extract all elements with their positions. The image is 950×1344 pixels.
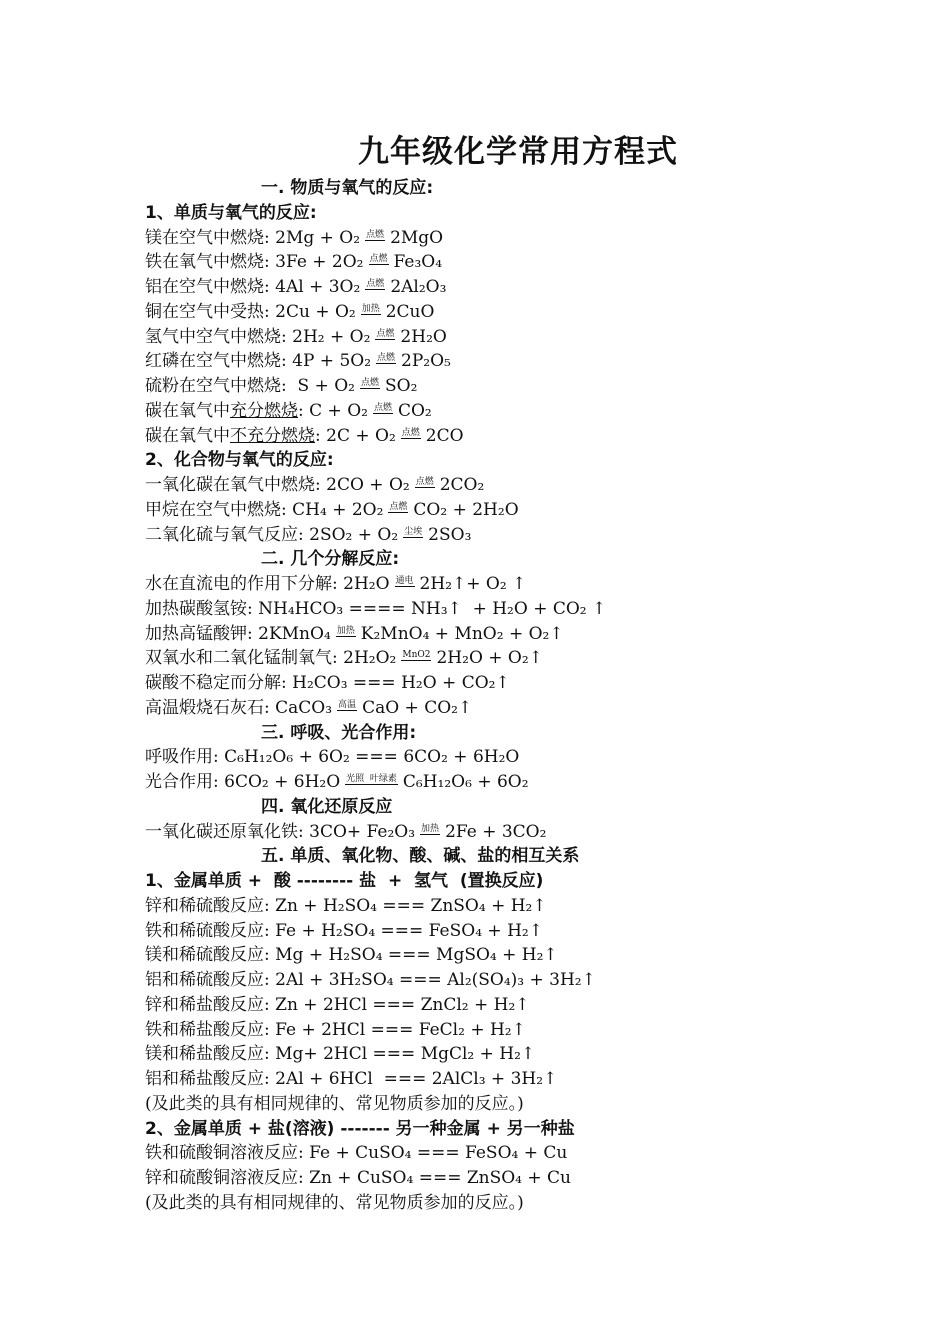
equation-reactants: 2KMnO₄	[252, 623, 331, 644]
equation-line	[145, 622, 865, 647]
equation-label: 一氧化碳还原氧化铁:	[145, 821, 304, 842]
section-heading: 四. 氧化还原反应	[261, 796, 393, 817]
equation-label: 红磷在空气中燃烧:	[145, 351, 287, 372]
section-heading: 二. 几个分解反应:	[261, 549, 400, 570]
equation-reactants: 2Cu + O₂	[269, 301, 356, 322]
reaction-condition: 通电	[395, 576, 414, 586]
reaction-condition: 点燃	[366, 229, 385, 240]
equation-reactants: 4P + 5O₂	[286, 351, 372, 372]
reaction-condition: 点燃	[376, 328, 395, 339]
equation-reactants: 3Fe + 2O₂	[269, 252, 364, 273]
equation-line: 加热碳酸氢铵: NH₄HCO₃ ==== NH₃↑ + H₂O + CO₂ ↑	[145, 598, 607, 619]
equation-label: 碳在氧气中	[145, 425, 230, 446]
equation-label: 双氧水和二氧化锰制氧气:	[145, 648, 338, 669]
equation-products: C₆H₁₂O₆ + 6O₂	[402, 772, 529, 792]
equation-line	[145, 325, 865, 350]
equation-label: 镁在空气中燃烧:	[145, 227, 270, 248]
equation-line	[145, 399, 865, 424]
equation-label: 铁在氧气中燃烧:	[145, 252, 270, 273]
equation-products: CO₂ + 2H₂O	[413, 499, 519, 520]
reaction-condition: 高温	[338, 699, 357, 710]
equation-line	[145, 424, 865, 449]
equation-products: 2SO₃	[428, 524, 472, 545]
section-heading: 一. 物质与氧气的反应:	[261, 178, 434, 198]
reaction-condition: 加热	[361, 303, 380, 314]
equation-line	[145, 349, 865, 374]
equation-reactants: CaCO₃	[269, 697, 333, 718]
equation-label: 二氧化硫与氧气反应:	[145, 524, 304, 545]
equation-label-underlined: 充分燃烧	[230, 400, 298, 421]
equation-reactants: 3CO+ Fe₂O₃	[303, 821, 416, 842]
equation-line	[145, 820, 865, 845]
equation-reactants: 2H₂O₂	[337, 648, 397, 669]
equation-reactants: 4Al + 3O₂	[269, 277, 361, 297]
equation-line: 铁和硫酸铜溶液反应: Fe + CuSO₄ === FeSO₄ + Cu	[145, 1143, 568, 1164]
equation-products: K₂MnO₄ + MnO₂ + O₂↑	[360, 623, 564, 644]
reaction-condition: 点燃	[415, 477, 434, 487]
equation-products: 2CO₂	[439, 475, 485, 495]
page-title: 九年级化学常用方程式	[358, 134, 678, 170]
equation-label: 甲烷在空气中燃烧:	[145, 499, 287, 520]
subsection-heading: 2、化合物与氧气的反应:	[145, 450, 334, 471]
equation-products: Fe₃O₄	[393, 252, 443, 273]
equation-products: 2P₂O₅	[401, 351, 451, 372]
equation-label: 水在直流电的作用下分解:	[145, 574, 338, 594]
equation-label-colon: :	[298, 400, 304, 421]
equation-line: 锌和硫酸铜溶液反应: Zn + CuSO₄ === ZnSO₄ + Cu	[145, 1168, 572, 1188]
equation-products: 2Fe + 3CO₂	[445, 821, 547, 842]
reaction-condition: 点燃	[369, 254, 388, 265]
equation-label-underlined: 不充分燃烧	[230, 425, 315, 446]
equation-label: 高温煅烧石灰石:	[145, 697, 270, 718]
equation-label: 碳在氧气中	[145, 400, 230, 421]
reaction-condition: 加热	[336, 625, 355, 636]
equation-line: 铁和稀硫酸反应: Fe + H₂SO₄ === FeSO₄ + H₂↑	[145, 920, 543, 941]
equation-reactants: S + O₂	[286, 376, 355, 396]
equation-line	[145, 275, 865, 300]
reaction-condition: 加热	[421, 823, 440, 834]
equation-line: 铁和稀盐酸反应: Fe + 2HCl === FeCl₂ + H₂↑	[145, 1019, 526, 1040]
equation-label: 铜在空气中受热:	[145, 301, 270, 322]
equation-line: 呼吸作用: C₆H₁₂O₆ + 6O₂ === 6CO₂ + 6H₂O	[145, 747, 520, 768]
reaction-condition: MnO2	[402, 650, 431, 661]
equation-label: 一氧化碳在氧气中燃烧:	[145, 475, 321, 495]
equation-products: 2H₂O	[400, 326, 447, 347]
equation-line: 镁和稀盐酸反应: Mg+ 2HCl === MgCl₂ + H₂↑	[145, 1044, 536, 1065]
equation-line	[145, 646, 865, 671]
equation-line: 铝和稀硫酸反应: 2Al + 3H₂SO₄ === Al₂(SO₄)₃ + 3H₂↑	[145, 970, 596, 990]
reaction-condition: 点燃	[377, 353, 396, 364]
equation-products: 2MgO	[390, 227, 444, 248]
subsection-heading: 1、单质与氧气的反应:	[145, 202, 317, 223]
equation-label: 硫粉在空气中燃烧:	[145, 376, 287, 396]
equation-label: 铝在空气中燃烧:	[145, 277, 270, 297]
equation-line	[145, 250, 865, 275]
equation-line	[145, 226, 865, 251]
equation-line: 锌和稀硫酸反应: Zn + H₂SO₄ === ZnSO₄ + H₂↑	[145, 895, 547, 916]
subsection-heading: 1、金属单质 + 酸 -------- 盐 + 氢气 (置换反应)	[145, 871, 544, 891]
equation-line: (及此类的具有相同规律的、常见物质参加的反应。)	[145, 1093, 524, 1114]
equation-label: 加热高锰酸钾:	[145, 623, 253, 644]
equation-reactants: 2C + O₂	[320, 425, 396, 446]
equation-list	[145, 176, 865, 1216]
equation-reactants: 2SO₂ + O₂	[303, 524, 399, 545]
equation-reactants: CH₄ + 2O₂	[286, 499, 384, 520]
equation-products: 2CuO	[385, 301, 435, 322]
equation-line: 锌和稀盐酸反应: Zn + 2HCl === ZnCl₂ + H₂↑	[145, 994, 530, 1015]
equation-line	[145, 498, 865, 523]
equation-products: CaO + CO₂↑	[362, 697, 473, 718]
section-heading: 三. 呼吸、光合作用:	[261, 722, 417, 743]
equation-label: 光合作用:	[145, 772, 219, 792]
equation-products: 2CO	[425, 425, 464, 446]
equation-reactants: 2H₂O	[337, 574, 390, 594]
document-page	[145, 128, 865, 1216]
equation-line: 铝和稀盐酸反应: 2Al + 6HCl === 2AlCl₃ + 3H₂↑	[145, 1069, 558, 1089]
equation-reactants: 6CO₂ + 6H₂O	[218, 772, 341, 792]
subsection-heading: 2、金属单质 + 盐(溶液) ------- 另一种金属 + 另一种盐	[145, 1118, 575, 1139]
equation-products: 2Al₂O₃	[390, 277, 447, 297]
reaction-condition: 点燃	[401, 427, 420, 438]
reaction-condition: 尘埃	[404, 526, 423, 537]
equation-reactants: 2CO + O₂	[320, 475, 410, 495]
equation-line	[145, 473, 865, 498]
equation-line	[145, 374, 865, 399]
equation-line	[145, 300, 865, 325]
reaction-condition: 点燃	[373, 402, 392, 413]
reaction-condition: 光照 叶绿素	[346, 774, 397, 784]
equation-reactants: 2Mg + O₂	[269, 227, 361, 248]
equation-products: CO₂	[397, 400, 432, 421]
equation-line: 镁和稀硫酸反应: Mg + H₂SO₄ === MgSO₄ + H₂↑	[145, 945, 558, 966]
equation-line	[145, 770, 865, 795]
equation-label-colon: :	[315, 425, 321, 446]
equation-line: 碳酸不稳定而分解: H₂CO₃ === H₂O + CO₂↑	[145, 673, 510, 693]
reaction-condition: 点燃	[366, 279, 385, 289]
equation-reactants: C + O₂	[303, 400, 368, 421]
equation-label: 氢气中空气中燃烧:	[145, 326, 287, 347]
equation-reactants: 2H₂ + O₂	[286, 326, 371, 347]
reaction-condition: 点燃	[389, 501, 408, 512]
equation-line	[145, 523, 865, 548]
section-heading: 五. 单质、氧化物、酸、碱、盐的相互关系	[261, 846, 580, 867]
equation-products: SO₂	[385, 376, 418, 396]
equation-line	[145, 572, 865, 597]
equation-line: (及此类的具有相同规律的、常见物质参加的反应。)	[145, 1192, 524, 1213]
equation-products: 2H₂O + O₂↑	[436, 648, 543, 669]
reaction-condition: 点燃	[361, 378, 380, 388]
equation-products: 2H₂↑+ O₂ ↑	[419, 574, 527, 594]
equation-line	[145, 696, 865, 721]
